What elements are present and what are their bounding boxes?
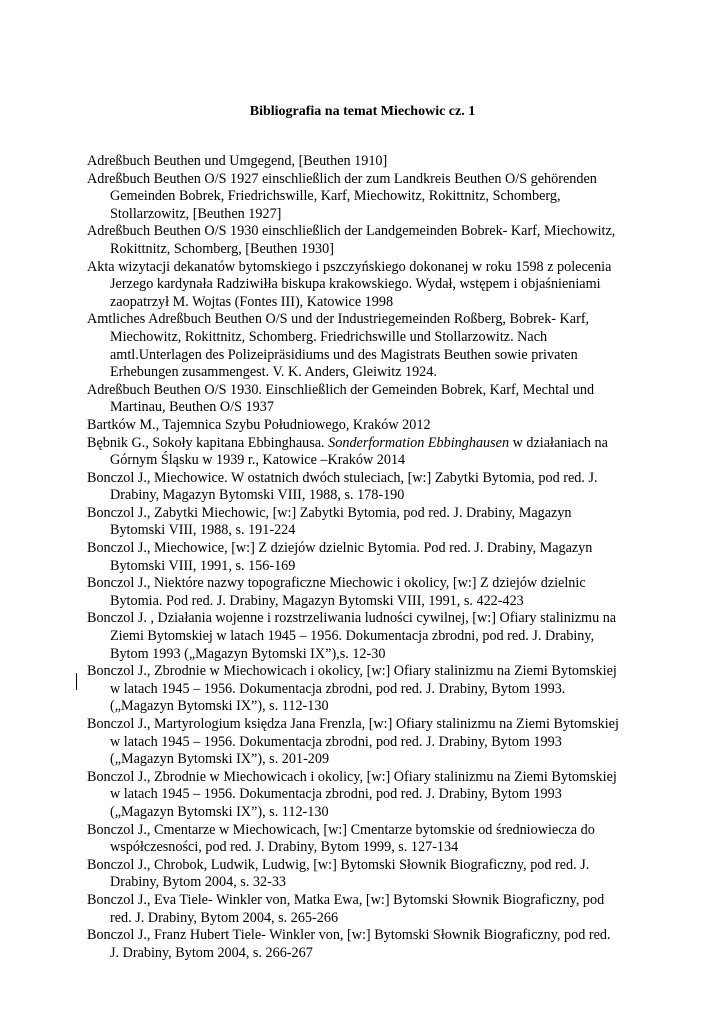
- entry-text-before-italic: Bębnik G., Sokoły kapitana Ebbinghausa.: [87, 434, 329, 451]
- bibliography-entry: Amtliches Adreßbuch Beuthen O/S und der Industriegemeinden Roßberg, Bobrek- Karf, Miechowitz, Rokittnitz, Schomberg. Friedrichswille und Stollarzowitz. Nach amtl.Unterlagen des Polizeipräsidiums und des Magistrats Beuthen sowie privaten Erhebungen zusammengest. V. K. Anders, Gleiwitz 1924.: [87, 311, 590, 381]
- revision-change-bar: [76, 673, 77, 690]
- bibliography-entry: Bonczol J., Zbrodnie w Miechowicach i okolicy, [w:] Ofiary stalinizmu na Ziemi Bytomskiej w latach 1945 – 1956. Dokumentacja zbrodni, pod red. J. Drabiny, Bytom 1993 („Magazyn Bytomski IX”), s. 112-130: [87, 768, 617, 820]
- bibliography-entry: Akta wizytacji dekanatów bytomskiego i pszczyńskiego dokonanej w roku 1598 z polecenia Jerzego kardynała Radziwiłła biskupa krakowskiego. Wydał, wstępem i objaśnieniami zaopatrzył M. Wojtas (Fontes III), Katowice 1998: [87, 258, 612, 310]
- bibliography-entry: Bonczol J., Zabytki Miechowic, [w:] Zabytki Bytomia, pod red. J. Drabiny, Magazyn Bytomski VIII, 1988, s. 191-224: [87, 504, 572, 539]
- bibliography-entry: Bonczol J., Martyrologium księdza Jana Frenzla, [w:] Ofiary stalinizmu na Ziemi Bytomskiej w latach 1945 – 1956. Dokumentacja zbrodni, pod red. J. Drabiny, Bytom 1993 („Magazyn Bytomski IX”), s. 201-209: [87, 716, 619, 768]
- bibliography-entry: Adreßbuch Beuthen O/S 1930 einschließlich der Landgemeinden Bobrek- Karf, Miechowitz, Rokittnitz, Schomberg, [Beuthen 1930]: [87, 223, 616, 257]
- bibliography-entry: Adreßbuch Beuthen und Umgegend, [Beuthen 1910]: [87, 153, 388, 169]
- bibliography-entry: Bonczol J., Miechowice. W ostatnich dwóch stuleciach, [w:] Zabytki Bytomia, pod red. J. Drabiny, Magazyn Bytomski VIII, 1988, s. 178-190: [87, 469, 598, 504]
- bibliography-entry: Adreßbuch Beuthen O/S 1930. Einschließlich der Gemeinden Bobrek, Karf, Mechtal und Martinau, Beuthen O/S 1937: [87, 381, 595, 416]
- bibliography-entry: Adreßbuch Beuthen O/S 1927 einschließlich der zum Landkreis Beuthen O/S gehörenden Gemeinden Bobrek, Friedrichswille, Karf, Miechowitz, Rokittnitz, Schomberg, Stollarzowitz, [Beuthen 1927]: [87, 170, 597, 222]
- bibliography-entry: [87, 435, 623, 470]
- bibliography-entry: Bonczol J., Eva Tiele- Winkler von, Matka Ewa, [w:] Bytomski Słownik Biograficzny, pod red. J. Drabiny, Bytom 2004, s. 265-266: [87, 891, 605, 926]
- page-title: Bibliografia na temat Miechowic cz. 1: [249, 104, 476, 119]
- bibliography-entry: Bonczol J. , Działania wojenne i rozstrzeliwania ludności cywilnej, [w:] Ofiary stalinizmu na Ziemi Bytomskiej w latach 1945 – 1956. Dokumentacja zbrodni, pod red. J. Drabiny, Bytom 1993 („Magazyn Bytomski IX”),s. 12-30: [87, 610, 617, 662]
- bibliography-entry: Bonczol J., Niektóre nazwy topograficzne Miechowic i okolicy, [w:] Z dziejów dzielnic Bytomia. Pod red. J. Drabiny, Magazyn Bytomski VIII, 1991, s. 422-423: [87, 575, 586, 609]
- bibliography-entry: Bartków M., Tajemnica Szybu Południowego, Kraków 2012: [87, 416, 431, 433]
- bibliography-entry: Bonczol J., Zbrodnie w Miechowicach i okolicy, [w:] Ofiary stalinizmu na Ziemi Bytomskiej w latach 1945 – 1956. Dokumentacja zbrodni, pod red. J. Drabiny, Bytom 1993. („Magazyn Bytomski IX”), s. 112-130: [87, 663, 617, 715]
- bibliography-entry: Bonczol J., Chrobok, Ludwik, Ludwig, [w:] Bytomski Słownik Biograficzny, pod red. J. Drabiny, Bytom 2004, s. 32-33: [87, 856, 590, 891]
- bibliography-entry: Bonczol J., Miechowice, [w:] Z dziejów dzielnic Bytomia. Pod red. J. Drabiny, Magazyn Bytomski VIII, 1991, s. 156-169: [87, 540, 593, 574]
- bibliography-entry: Bonczol J., Franz Hubert Tiele- Winkler von, [w:] Bytomski Słownik Biograficzny, pod red. J. Drabiny, Bytom 2004, s. 266-267: [87, 927, 611, 961]
- entry-italic-title: Sonderformation Ebbinghausen: [328, 434, 510, 451]
- bibliography-entry: Bonczol J., Cmentarze w Miechowicach, [w:] Cmentarze bytomskie od średniowiecza do współczesności, pod red. J. Drabiny, Bytom 1999, s. 127-134: [87, 821, 595, 856]
- entry-text-after-italic: w działaniach na Górnym Śląsku w 1939 r., Katowice –Kraków 2014: [110, 434, 608, 469]
- bibliography-list: [87, 153, 623, 962]
